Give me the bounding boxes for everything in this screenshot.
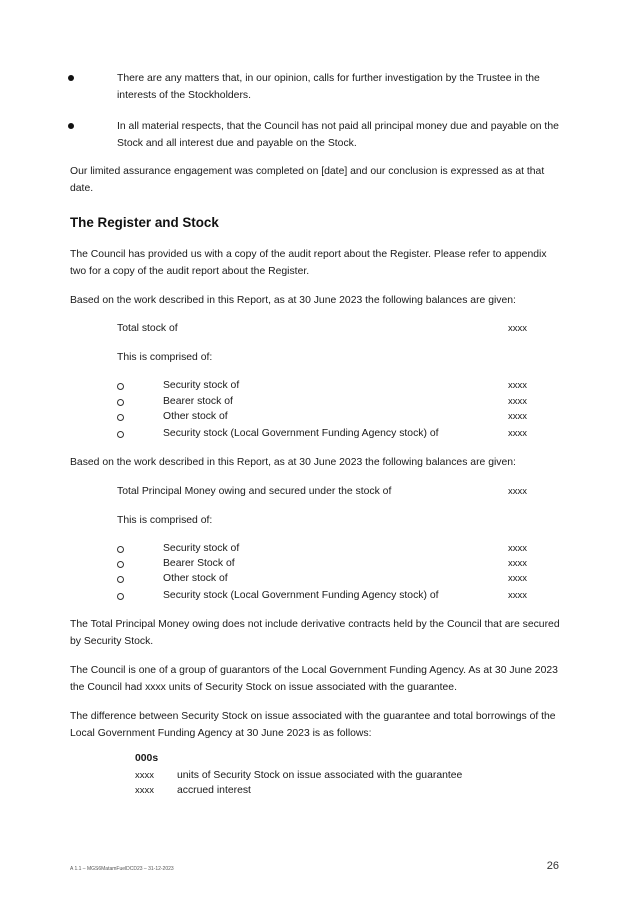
- row-value: xxxx: [508, 323, 527, 334]
- stock-item-row: [117, 426, 527, 441]
- row-label: Other stock of: [163, 573, 228, 584]
- table-description: units of Security Stock on issue associated with the guarantee: [177, 770, 463, 781]
- stock-item-row: [117, 409, 527, 424]
- bullet-marker: [68, 123, 74, 129]
- stock-item-row: [117, 378, 527, 393]
- row-label: Bearer Stock of: [163, 558, 235, 569]
- total-stock-row: [117, 321, 527, 336]
- table-description: accrued interest: [177, 785, 251, 796]
- table-amount: xxxx: [135, 770, 154, 781]
- section-heading: The Register and Stock: [70, 215, 219, 230]
- comprised-label: [117, 513, 527, 528]
- row-value: xxxx: [508, 486, 527, 497]
- circle-bullet-icon: [117, 576, 124, 583]
- row-label: Other stock of: [163, 411, 228, 422]
- page-number: 26: [546, 860, 559, 872]
- bullet-item: In all material respects, that the Council has not paid all principal money due and payable on the Stock and all interest due and payable on the Stock.: [117, 121, 559, 149]
- stock-item-row: [117, 541, 527, 556]
- row-value: xxxx: [508, 411, 527, 422]
- row-label: This is comprised of:: [117, 352, 213, 363]
- circle-bullet-icon: [117, 593, 124, 600]
- paragraph-balances: Based on the work described in this Report, as at 30 June 2023 the following balances are given:: [70, 457, 516, 468]
- stock-item-row: [117, 394, 527, 409]
- row-label: Security stock of: [163, 380, 240, 391]
- row-label: Security stock (Local Government Funding Agency stock) of: [163, 428, 439, 439]
- circle-bullet-icon: [117, 414, 124, 421]
- paragraph-engagement: Our limited assurance engagement was completed on [date] and our conclusion is expressed as at that date.: [70, 166, 545, 194]
- paragraph-guarantor: The Council is one of a group of guarantors of the Local Government Funding Agency. As at 30 June 2023 the Council had xxxx units of Security Stock on issue associated with the guarantee.: [70, 665, 558, 693]
- row-label: This is comprised of:: [117, 515, 213, 526]
- table-header: 000s: [135, 753, 159, 764]
- row-value: xxxx: [508, 558, 527, 569]
- paragraph-difference: The difference between Security Stock on issue associated with the guarantee and total borrowings of the Local Government Funding Agency at 30 June 2023 is as follows:: [70, 711, 556, 739]
- bullet-item: There are any matters that, in our opinion, calls for further investigation by the Trustee in the interests of the Stockholders.: [117, 73, 540, 101]
- paragraph-register: The Council has provided us with a copy of the audit report about the Register. Please refer to appendix two for a copy of the audit report about the Register.: [70, 249, 547, 277]
- row-label: Security stock (Local Government Funding Agency stock) of: [163, 590, 439, 601]
- footer-doc-ref: A 1.1 – MGS6MatamFuelDCD23 – 31-12-2023: [70, 866, 174, 872]
- row-value: xxxx: [508, 428, 527, 439]
- circle-bullet-icon: [117, 399, 124, 406]
- table-row: [135, 783, 535, 798]
- row-label: Total Principal Money owing and secured under the stock of: [117, 486, 392, 497]
- row-label: Bearer stock of: [163, 396, 233, 407]
- circle-bullet-icon: [117, 561, 124, 568]
- stock-item-row: [117, 588, 527, 603]
- circle-bullet-icon: [117, 546, 124, 553]
- row-value: xxxx: [508, 396, 527, 407]
- table-row: [135, 768, 535, 783]
- stock-item-row: [117, 571, 527, 586]
- row-value: xxxx: [508, 590, 527, 601]
- circle-bullet-icon: [117, 383, 124, 390]
- paragraph-balances: Based on the work described in this Report, as at 30 June 2023 the following balances are given:: [70, 295, 516, 306]
- table-amount: xxxx: [135, 785, 154, 796]
- total-principal-row: [117, 484, 527, 499]
- row-value: xxxx: [508, 573, 527, 584]
- row-value: xxxx: [508, 543, 527, 554]
- bullet-marker: [68, 75, 74, 81]
- row-label: Total stock of: [117, 323, 178, 334]
- comprised-label: [117, 350, 527, 365]
- circle-bullet-icon: [117, 431, 124, 438]
- paragraph-derivative: The Total Principal Money owing does not include derivative contracts held by the Council that are secured by Security Stock.: [70, 619, 560, 647]
- stock-item-row: [117, 556, 527, 571]
- row-value: xxxx: [508, 380, 527, 391]
- row-label: Security stock of: [163, 543, 240, 554]
